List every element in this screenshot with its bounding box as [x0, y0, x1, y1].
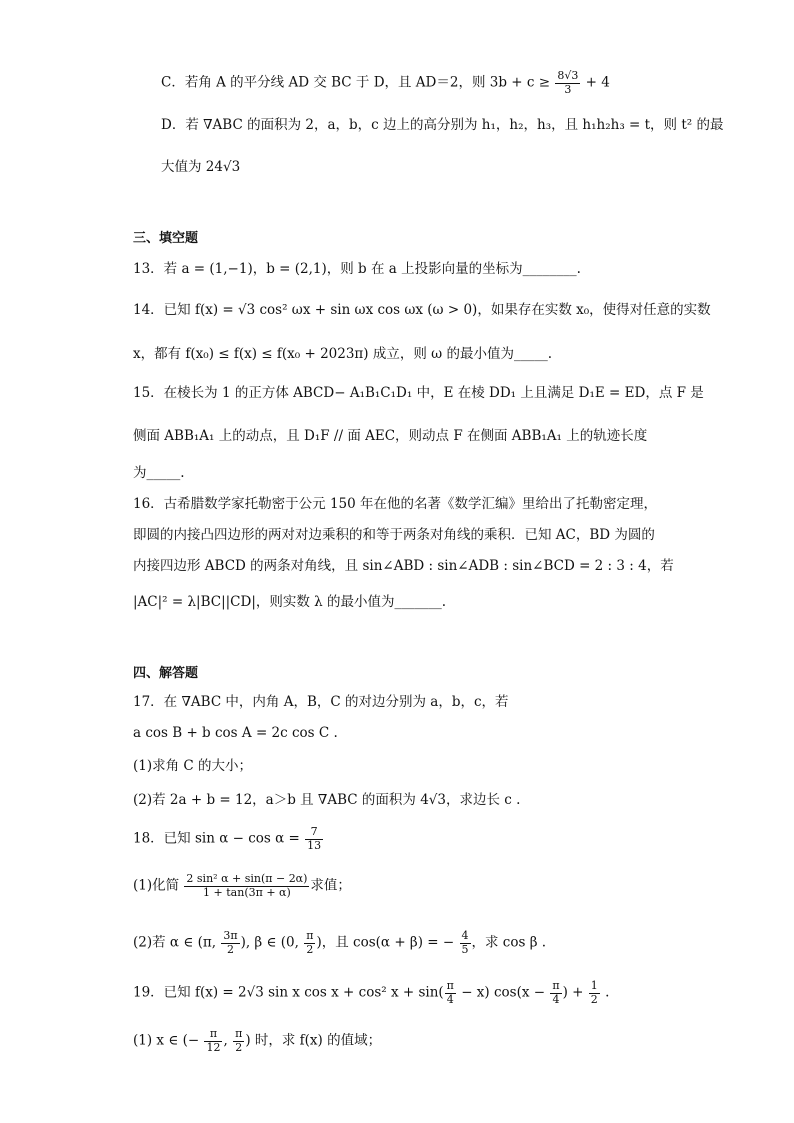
- fraction-numerator: 2 sin² α + sin(π − 2α): [186, 872, 308, 885]
- question-19-mid: − x) cos(x −: [456, 984, 550, 1001]
- question-18-part2-mid2: )，且 cos(α + β) = −: [316, 934, 459, 951]
- fraction-denominator: 3: [564, 82, 572, 96]
- fraction-denominator: 2: [306, 942, 314, 956]
- question-15-line3: 为_____.: [133, 465, 185, 481]
- fraction: [221, 930, 239, 956]
- question-19-part1: [133, 1028, 381, 1054]
- question-17-part2: (2)若 2a + b = 12，a＞b 且 ∇ABC 的面积为 4√3，求边长 c .: [133, 792, 521, 808]
- question-18: [133, 826, 324, 852]
- question-17-line1: 17．在 ∇ABC 中，内角 A，B，C 的对边分别为 a，b，c，若: [133, 694, 509, 710]
- fraction: [589, 980, 600, 1006]
- question-19-part1-mid: ,: [223, 1032, 233, 1049]
- question-18-part2-text: (2)若 α ∈ (π,: [133, 934, 221, 951]
- option-d-line2: 大值为 24√3: [161, 159, 241, 175]
- fraction-numerator: 4: [461, 929, 469, 942]
- option-c: [161, 70, 610, 96]
- question-18-part2-tail: ，求 cos β .: [471, 934, 547, 951]
- question-18-part1: [133, 873, 351, 899]
- fraction: [304, 930, 315, 956]
- fraction: [460, 930, 471, 956]
- question-16-line4: |AC|² = λ|BC||CD|，则实数 λ 的最小值为_______.: [133, 594, 447, 610]
- question-18-part1-tail: 求值；: [310, 877, 351, 894]
- fraction: [550, 980, 561, 1006]
- fraction: [204, 1028, 222, 1054]
- section4-title: 四、解答题: [133, 666, 199, 681]
- fraction-numerator: 1: [590, 979, 598, 992]
- fraction-numerator: π: [204, 1028, 222, 1042]
- fraction-numerator: 7: [305, 826, 323, 840]
- question-19-part1-tail: ) 时，求 f(x) 的值域；: [245, 1032, 382, 1049]
- fraction-denominator: 2: [590, 992, 598, 1006]
- question-14-line2: x，都有 f(x₀) ≤ f(x) ≤ f(x₀ + 2023π) 成立，则 ω 的最小值为_____.: [133, 346, 552, 362]
- fraction: [445, 980, 456, 1006]
- question-18-text: 18．已知 sin α − cos α =: [133, 830, 305, 847]
- question-19-part1-text: (1) x ∈ (−: [133, 1032, 204, 1049]
- fraction-numerator: π: [446, 979, 454, 992]
- fraction-numerator: 3π: [223, 929, 238, 942]
- question-15-line2: 侧面 ABB₁A₁ 上的动点，且 D₁F // 面 AEC，则动点 F 在侧面 ABB₁A₁ 上的轨迹长度: [133, 428, 648, 444]
- question-19-text: 19．已知 f(x) = 2√3 sin x cos x + cos² x + sin(: [133, 984, 444, 1001]
- fraction-denominator: 5: [461, 942, 469, 956]
- question-15-line1: 15．在棱长为 1 的正方体 ABCD− A₁B₁C₁D₁ 中，E 在棱 DD₁ 上且满足 D₁E = ED，点 F 是: [133, 385, 704, 401]
- fraction-numerator: π: [552, 979, 560, 992]
- fraction-denominator: 13: [307, 838, 322, 852]
- question-16-line2: 即圆的内接凸四边形的两对对边乘积的和等于两条对角线的乘积．已知 AC，BD 为圆的: [133, 527, 655, 543]
- fraction: [184, 873, 309, 899]
- fraction-denominator: 4: [446, 992, 454, 1006]
- fraction-numerator: π: [306, 929, 314, 942]
- question-17-line2: a cos B + b cos A = 2c cos C .: [133, 725, 338, 741]
- question-18-part2: [133, 930, 546, 956]
- question-18-part2-mid: ), β ∈ (0,: [240, 934, 304, 951]
- question-16-line1: 16．古希腊数学家托勒密于公元 150 年在他的名著《数学汇编》里给出了托勒密定理，: [133, 496, 658, 512]
- question-19: [133, 980, 609, 1006]
- section3-title: 三、填空题: [133, 231, 199, 246]
- option-c-tail: + 4: [581, 74, 610, 91]
- fraction-denominator: 12: [206, 1040, 221, 1054]
- question-17-part1: (1)求角 C 的大小；: [133, 758, 253, 774]
- fraction: [305, 826, 323, 852]
- fraction-denominator: 4: [552, 992, 560, 1006]
- question-13: 13．若 a = (1,−1)，b = (2,1)，则 b 在 a 上投影向量的坐标为________.: [133, 261, 581, 277]
- option-d-line1: D．若 ∇ABC 的面积为 2，a，b，c 边上的高分别为 h₁，h₂，h₃，且 h₁h₂h₃ = t，则 t² 的最: [161, 117, 724, 133]
- fraction: [233, 1028, 244, 1054]
- fraction-denominator: 2: [226, 942, 234, 956]
- question-18-part1-label: (1)化简: [133, 877, 184, 894]
- fraction-numerator: 8√3: [557, 69, 579, 82]
- fraction-denominator: 2: [235, 1040, 243, 1054]
- question-19-mid2: ) +: [562, 984, 588, 1001]
- fraction-numerator: π: [235, 1027, 243, 1040]
- fraction-denominator: 1 + tan(3π + α): [203, 885, 291, 899]
- fraction: [555, 70, 580, 96]
- question-16-line3: 内接四边形 ABCD 的两条对角线，且 sin∠ABD : sin∠ADB : sin∠BCD = 2 : 3 : 4，若: [133, 558, 674, 574]
- option-c-text: C．若角 A 的平分线 AD 交 BC 于 D，且 AD＝2，则 3b + c ≥: [161, 74, 555, 91]
- question-14-line1: 14．已知 f(x) = √3 cos² ωx + sin ωx cos ωx (ω > 0)，如果存在实数 x₀，使得对任意的实数: [133, 302, 711, 318]
- question-19-tail: .: [600, 984, 610, 1001]
